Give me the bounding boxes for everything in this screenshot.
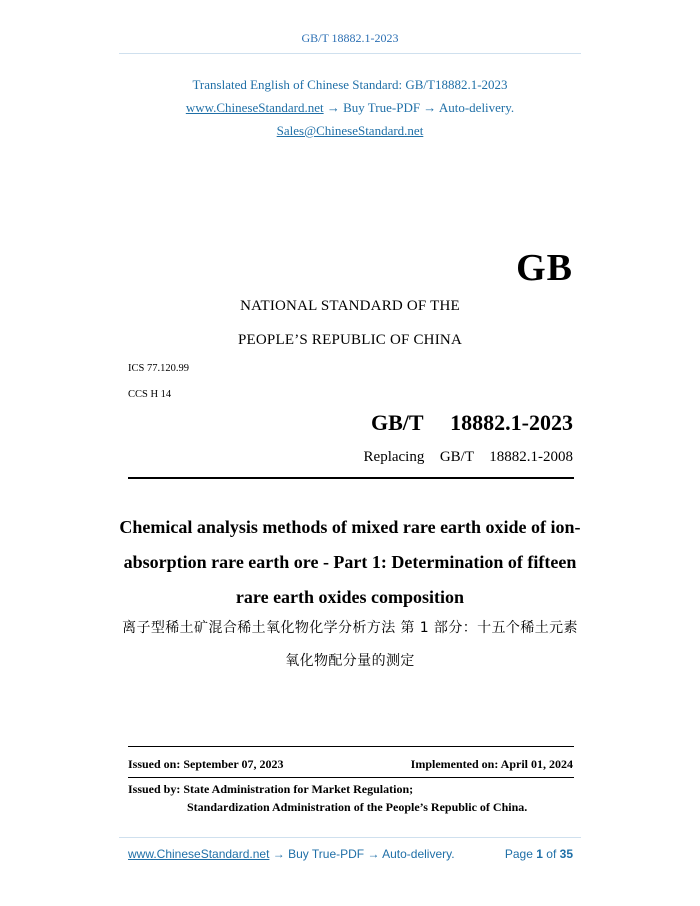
- of-word: of: [546, 847, 557, 861]
- replacing-note: Replacing GB/T 18882.1-2008: [363, 449, 573, 465]
- national-standard-line2: PEOPLE’S REPUBLIC OF CHINA: [238, 332, 462, 348]
- ics-code: ICS 77.120.99: [128, 363, 189, 374]
- footer-divider: [119, 837, 581, 838]
- gb-mark: GB: [516, 247, 573, 289]
- ccs-code: CCS H 14: [128, 389, 172, 400]
- title-english: Chemical analysis methods of mixed rare earth oxide of ion-absorption rare earth ore - Part 1: Determination of fifteen rare earth oxides composition: [119, 517, 581, 607]
- purchase-text: → Buy True-PDF → Auto-delivery.: [323, 100, 515, 115]
- issued-on: Issued on: September 07, 2023: [128, 757, 284, 771]
- issued-divider-top: [128, 746, 574, 747]
- standard-number: GB/T 18882.1-2023: [370, 410, 573, 435]
- page-total: 35: [559, 847, 573, 861]
- purchase-notice: [0, 100, 700, 116]
- implemented-on: Implemented on: April 01, 2024: [410, 757, 573, 771]
- email-link[interactable]: Sales@ChineseStandard.net: [276, 123, 424, 138]
- footer-site-link[interactable]: www.ChineseStandard.net: [128, 847, 270, 861]
- issued-by-line1: Issued by: State Administration for Market Regulation;: [128, 782, 414, 796]
- national-standard-line1: NATIONAL STANDARD OF THE: [240, 298, 460, 314]
- translation-notice: Translated English of Chinese Standard: GB/T18882.1-2023: [192, 77, 508, 92]
- issued-by-line2: Standardization Administration of the People’s Republic of China.: [187, 800, 528, 814]
- header-divider: [119, 53, 581, 54]
- page-current: 1: [536, 847, 543, 861]
- title-chinese: 离子型稀土矿混合稀土氧化物化学分析方法 第 1 部分：十五个稀土元素氧化物配分量的测定: [122, 620, 578, 669]
- email-line: [0, 123, 700, 139]
- title-divider: [128, 477, 574, 479]
- page-indicator: [505, 847, 573, 861]
- running-header: GB/T 18882.1-2023: [301, 31, 399, 45]
- issued-divider-bottom: [128, 777, 574, 778]
- footer-purchase-text: → Buy True-PDF → Auto-delivery.: [269, 847, 455, 861]
- page-word: Page: [504, 847, 533, 861]
- site-link[interactable]: www.ChineseStandard.net: [185, 100, 324, 115]
- footer-purchase: [128, 847, 455, 861]
